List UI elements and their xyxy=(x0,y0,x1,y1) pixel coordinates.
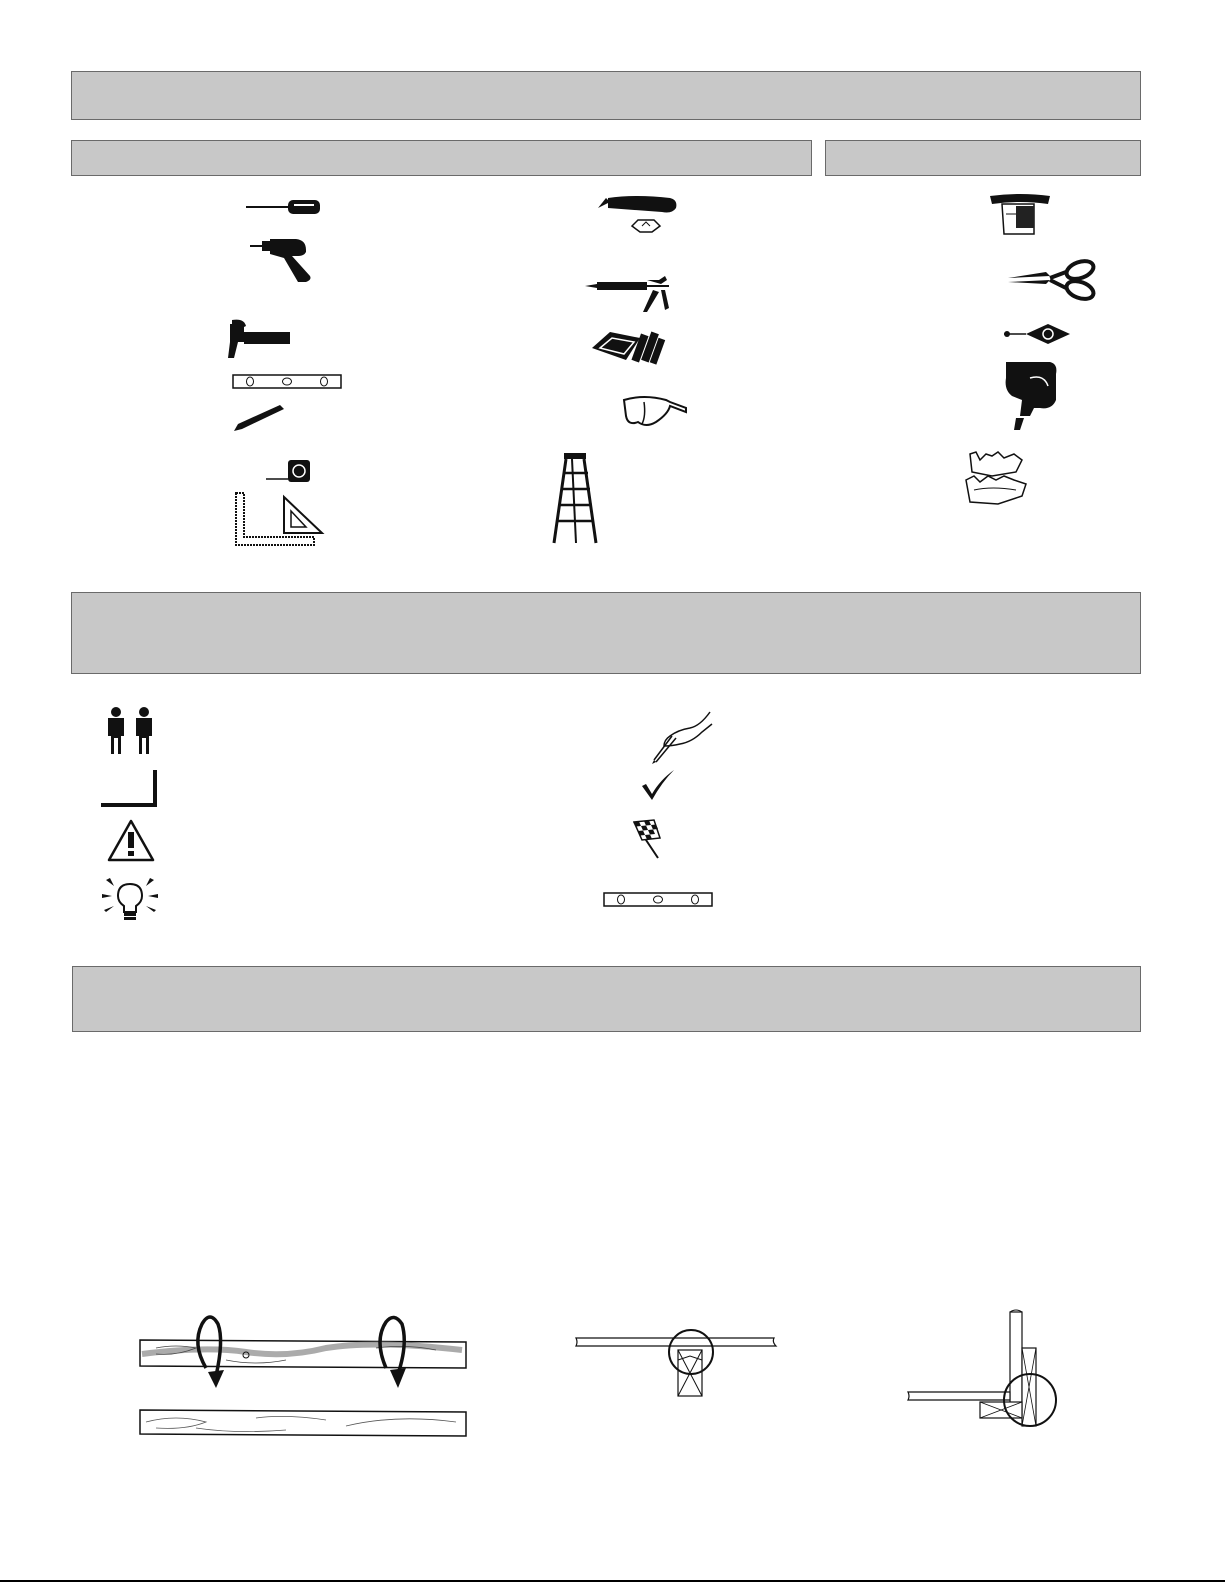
level-icon xyxy=(603,892,713,908)
nail-gun-icon xyxy=(1000,360,1060,432)
warning-triangle-icon xyxy=(106,818,156,864)
checkered-flag-icon xyxy=(630,818,664,860)
corner-joint-detail-icon xyxy=(906,1308,1060,1432)
step-ladder-icon xyxy=(550,451,600,545)
symbols-header-bar xyxy=(71,592,1141,674)
tin-snips-icon xyxy=(1006,258,1098,302)
main-header-bar xyxy=(71,71,1141,120)
hand-writing-icon xyxy=(646,710,716,766)
tape-measure-icon xyxy=(264,457,314,485)
utility-knife-icon xyxy=(596,192,680,242)
two-people-icon xyxy=(104,706,156,756)
page-bottom-rule xyxy=(0,1580,1225,1582)
pencil-icon xyxy=(230,403,286,433)
optional-tools-header-bar xyxy=(825,140,1141,176)
preparation-header-bar xyxy=(72,966,1141,1032)
work-gloves-icon xyxy=(962,450,1032,506)
chalk-line-icon xyxy=(1002,322,1072,346)
light-bulb-tip-icon xyxy=(100,878,160,924)
power-drill-icon xyxy=(248,236,318,284)
paint-supplies-icon xyxy=(590,324,668,370)
recommended-tools-header-bar xyxy=(71,140,812,176)
caulk-gun-icon xyxy=(583,270,673,316)
board-flip-diagram-icon xyxy=(136,1310,476,1440)
beam-on-post-detail-icon xyxy=(574,1330,780,1400)
carpenter-square-icon xyxy=(234,491,330,549)
hammer-icon xyxy=(224,318,294,362)
level-icon xyxy=(232,374,342,390)
screwdriver-icon xyxy=(244,195,324,219)
safety-glasses-icon xyxy=(620,392,688,434)
corner-square-icon xyxy=(99,768,161,810)
check-mark-icon xyxy=(640,768,676,802)
tool-belt-icon xyxy=(988,190,1052,238)
